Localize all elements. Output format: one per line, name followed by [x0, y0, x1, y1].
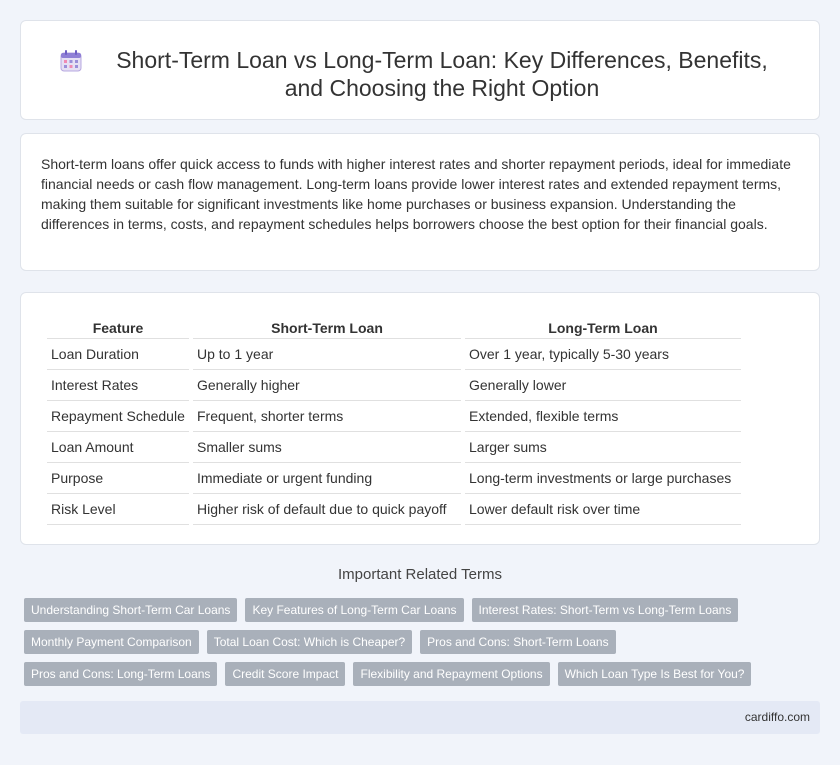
short-term-cell: Generally higher: [193, 370, 461, 401]
table-row: [47, 339, 741, 370]
related-terms-list: [24, 598, 824, 694]
footer-bar: [20, 701, 820, 734]
related-term-tag[interactable]: Total Loan Cost: Which is Cheaper?: [207, 630, 412, 654]
short-term-cell: Smaller sums: [193, 432, 461, 463]
long-term-cell: Generally lower: [465, 370, 741, 401]
short-term-cell: Frequent, shorter terms: [193, 401, 461, 432]
long-term-cell: Long-term investments or large purchases: [465, 463, 741, 494]
related-term-tag[interactable]: Which Loan Type Is Best for You?: [558, 662, 752, 686]
site-link[interactable]: cardiffo.com: [744, 710, 810, 724]
page-title: Short-Term Loan vs Long-Term Loan: Key Differences, Benefits, and Choosing the Right Option: [116, 47, 768, 101]
intro-card: [20, 133, 820, 271]
feature-cell: Purpose: [47, 463, 189, 494]
related-term-tag[interactable]: Pros and Cons: Long-Term Loans: [24, 662, 217, 686]
header-long-term-loan: Long-Term Loan: [465, 313, 741, 339]
title-wrap: [21, 21, 819, 102]
title-card: [20, 20, 820, 120]
related-term-tag[interactable]: Monthly Payment Comparison: [24, 630, 199, 654]
long-term-cell: Extended, flexible terms: [465, 401, 741, 432]
table-row: [47, 370, 741, 401]
calendar-icon: [58, 48, 84, 74]
long-term-cell: Larger sums: [465, 432, 741, 463]
comparison-table-card: [20, 292, 820, 545]
related-terms-heading: Important Related Terms: [338, 566, 502, 583]
related-term-tag[interactable]: Flexibility and Repayment Options: [353, 662, 549, 686]
header-short-term-loan: Short-Term Loan: [193, 313, 461, 339]
short-term-cell: Higher risk of default due to quick payoff: [193, 494, 461, 525]
short-term-cell: Up to 1 year: [193, 339, 461, 370]
intro-paragraph: Short-term loans offer quick access to funds with higher interest rates and shorter repayment periods, ideal for immediate financial needs or cash flow management. Long-term loans provide lower interest rates and extended repayment terms, making them suitable for significant investments like home purchases or business expansion. Understanding the differences in terms, costs, and repayment schedules helps borrowers choose the best option for their financial goals.: [41, 156, 791, 232]
long-term-cell: Over 1 year, typically 5-30 years: [465, 339, 741, 370]
related-term-tag[interactable]: Credit Score Impact: [225, 662, 345, 686]
table-row: [47, 463, 741, 494]
table-row: [47, 401, 741, 432]
feature-cell: Loan Duration: [47, 339, 189, 370]
long-term-cell: Lower default risk over time: [465, 494, 741, 525]
related-term-tag[interactable]: Interest Rates: Short-Term vs Long-Term Loans: [472, 598, 739, 622]
feature-cell: Loan Amount: [47, 432, 189, 463]
table-row: [47, 432, 741, 463]
related-term-tag[interactable]: Key Features of Long-Term Car Loans: [245, 598, 463, 622]
table-row: [47, 494, 741, 525]
table-header-row: [47, 313, 741, 339]
feature-cell: Repayment Schedule: [47, 401, 189, 432]
feature-cell: Interest Rates: [47, 370, 189, 401]
related-term-tag[interactable]: Pros and Cons: Short-Term Loans: [420, 630, 615, 654]
header-feature: Feature: [47, 313, 189, 339]
feature-cell: Risk Level: [47, 494, 189, 525]
related-term-tag[interactable]: Understanding Short-Term Car Loans: [24, 598, 237, 622]
comparison-table: [43, 313, 745, 525]
short-term-cell: Immediate or urgent funding: [193, 463, 461, 494]
